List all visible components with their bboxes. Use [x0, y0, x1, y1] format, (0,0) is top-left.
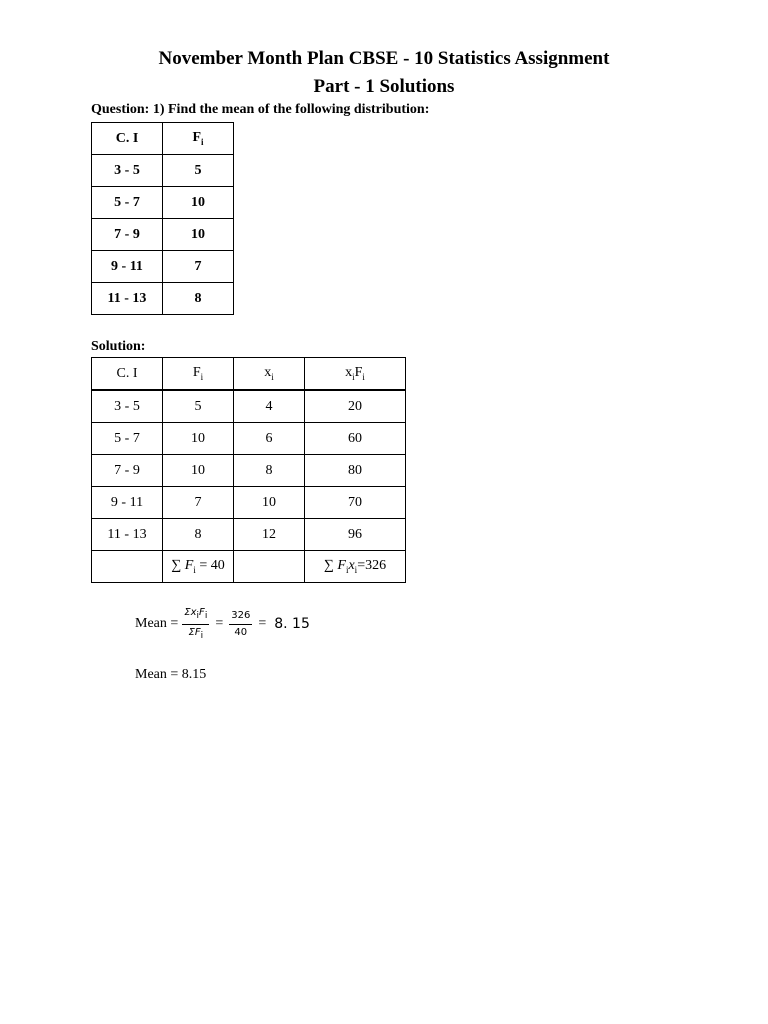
sum-fi: ∑ $F_i = 40$	[163, 551, 234, 583]
table-row	[92, 487, 406, 519]
table-row	[92, 219, 234, 251]
cell-fi: 8	[163, 283, 234, 315]
solution-table	[91, 357, 406, 583]
cell-fi: 5	[163, 155, 234, 187]
cell-ci: 7 - 9	[92, 219, 163, 251]
cell-ci: 11 - 13	[92, 519, 163, 551]
cell-xi: 4	[234, 390, 305, 423]
table-row	[92, 187, 234, 219]
cell-fi: 8	[163, 519, 234, 551]
cell-fi: 10	[163, 219, 234, 251]
table-sum-row	[92, 551, 406, 583]
cell-ci: 11 - 13	[92, 283, 163, 315]
page-title: November Month Plan CBSE - 10 Statistics Assignment	[158, 48, 610, 69]
mean-equation	[135, 604, 310, 644]
cell-fi: 10	[163, 187, 234, 219]
cell-xi: 12	[234, 519, 305, 551]
cell-xifi: 60	[305, 423, 406, 455]
cell-xi: 10	[234, 487, 305, 519]
header-ci: C. I	[92, 123, 163, 155]
question-text: Question: 1) Find the mean of the following distribution:	[91, 102, 430, 117]
header-fi: $F_i$	[163, 123, 234, 155]
sum-fixi: ∑ $F_ix_i=326$	[305, 551, 406, 583]
cell-xifi: 70	[305, 487, 406, 519]
mean-result: 8. 15	[274, 616, 310, 632]
table-row	[92, 519, 406, 551]
table-row	[92, 283, 234, 315]
cell-xifi: 20	[305, 390, 406, 423]
cell-ci: 5 - 7	[92, 423, 163, 455]
cell-empty	[234, 551, 305, 583]
cell-ci: 9 - 11	[92, 251, 163, 283]
table-row	[92, 390, 406, 423]
table-header-row	[92, 358, 406, 391]
cell-fi: 10	[163, 423, 234, 455]
cell-ci: 3 - 5	[92, 390, 163, 423]
page-subtitle: Part - 1 Solutions	[313, 76, 455, 97]
equals-sign: =	[258, 616, 267, 631]
cell-xifi: 80	[305, 455, 406, 487]
header-xi: $x_i$	[234, 358, 305, 391]
mean-fraction-symbolic: $\frac{\Sigma x_iF_i}{\Sigma F_i}$	[184, 606, 208, 641]
header-fi: $F_i$	[163, 358, 234, 391]
header-ci: C. I	[92, 358, 163, 391]
mean-final-answer: Mean = 8.15	[135, 667, 207, 682]
cell-empty	[92, 551, 163, 583]
cell-xi: 6	[234, 423, 305, 455]
header-xifi: $x_iF_i$	[305, 358, 406, 391]
cell-ci: 7 - 9	[92, 455, 163, 487]
cell-fi: 7	[163, 251, 234, 283]
cell-fi: 5	[163, 390, 234, 423]
cell-xifi: 96	[305, 519, 406, 551]
mean-fraction-numeric: $\frac{326}{40}$	[231, 609, 251, 638]
cell-ci: 9 - 11	[92, 487, 163, 519]
cell-xi: 8	[234, 455, 305, 487]
table-header-row	[92, 123, 234, 155]
solution-label: Solution:	[91, 339, 146, 354]
question-table	[91, 122, 234, 315]
cell-fi: 10	[163, 455, 234, 487]
table-row	[92, 455, 406, 487]
table-row	[92, 155, 234, 187]
table-row	[92, 423, 406, 455]
cell-ci: 5 - 7	[92, 187, 163, 219]
mean-lhs: Mean =	[135, 616, 179, 631]
table-row	[92, 251, 234, 283]
cell-ci: 3 - 5	[92, 155, 163, 187]
equals-sign: =	[215, 616, 224, 631]
cell-fi: 7	[163, 487, 234, 519]
